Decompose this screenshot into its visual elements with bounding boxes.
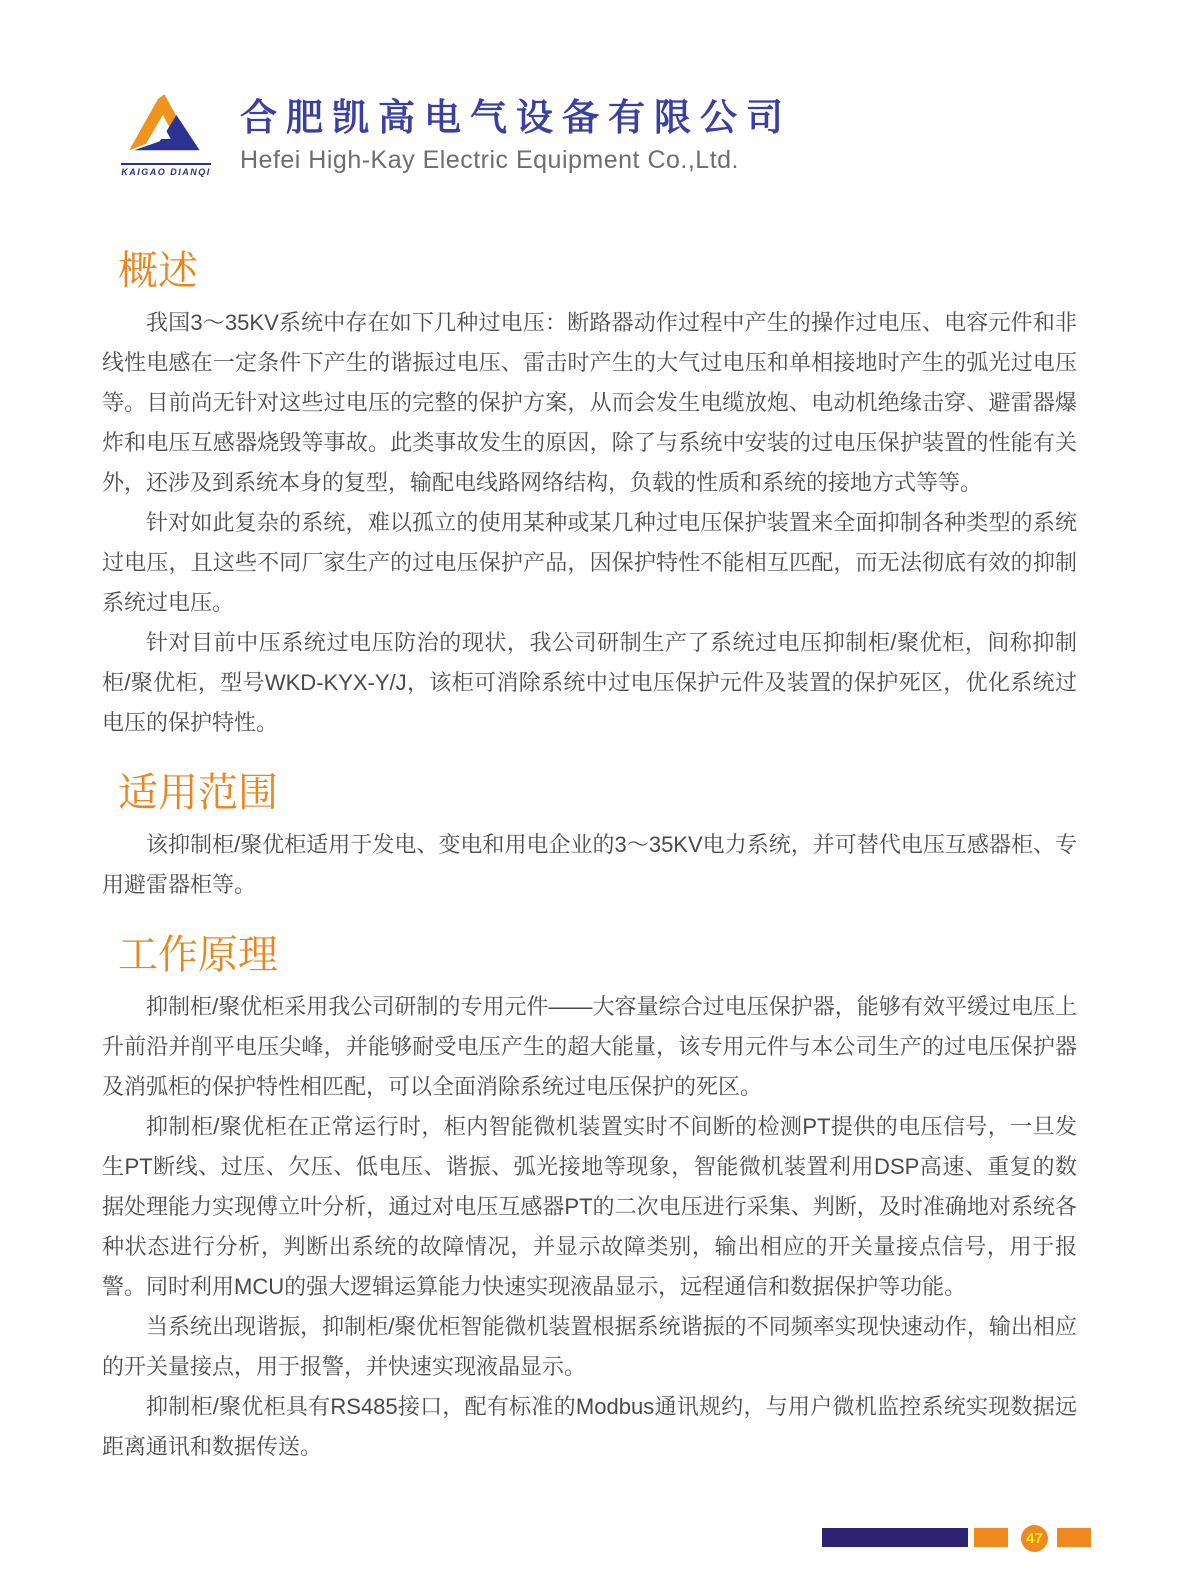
principle-paragraph-1: 抑制柜/聚优柜采用我公司研制的专用元件——大容量综合过电压保护器，能够有效平缓过电压上升前沿并削平电压尖峰，并能够耐受电压产生的超大能量，该专用元件与本公司生产的过电压保护器及消弧柜的保护特性相匹配，可以全面消除系统过电压保护的死区。 [102,994,1077,1099]
footer-orange-block-left [974,1528,1008,1547]
document-content [0,247,1179,1467]
principle-paragraph-3: 当系统出现谐振，抑制柜/聚优柜智能微机装置根据系统谐振的不同频率实现快速动作，输出相应的开关量接点，用于报警，并快速实现液晶显示。 [102,1314,1077,1379]
overview-paragraph-2: 针对如此复杂的系统，难以孤立的使用某种或某几种过电压保护装置来全面抑制各种类型的系统过电压，且这些不同厂家生产的过电压保护产品，因保护特性不能相互匹配，而无法彻底有效的抑制系统过电压。 [102,510,1077,615]
overview-paragraph-1: 我国3～35KV系统中存在如下几种过电压：断路器动作过程中产生的操作过电压、电容元件和非线性电感在一定条件下产生的谐振过电压、雷击时产生的大气过电压和单相接地时产生的弧光过电压等。目前尚无针对这些过电压的完整的保护方案，从而会发生电缆放炮、电动机绝缘击穿、避雷器爆炸和电压互感器烧毁等事故。此类事故发生的原因，除了与系统中安装的过电压保护装置的性能有关外，还涉及到系统本身的复型，输配电线路网络结构，负载的性质和系统的接地方式等等。 [102,310,1077,495]
logo-caption: KAIGAO DIANQI [121,163,211,177]
company-header [0,0,1179,177]
principle-paragraph-2: 抑制柜/聚优柜在正常运行时，柜内智能微机装置实时不间断的检测PT提供的电压信号，一旦发生PT断线、过压、欠压、低电压、谐振、弧光接地等现象，智能微机装置利用DSP高速、重复的数据处理能力实现傅立叶分析，通过对电压互感器PT的二次电压进行采集、判断，及时准确地对系统各种状态进行分析，判断出系统的故障情况，并显示故障类别，输出相应的开关量接点信号，用于报警。同时利用MCU的强大逻辑运算能力快速实现液晶显示，远程通信和数据保护等功能。 [102,1114,1077,1299]
overview-paragraph-3: 针对目前中压系统过电压防治的现状，我公司研制生产了系统过电压抑制柜/聚优柜，间称抑制柜/聚优柜，型号WKD-KYX-Y/J，该柜可消除系统中过电压保护元件及装置的保护死区，优化系统过电压的保护特性。 [102,630,1077,735]
company-name-en: Hefei High-Kay Electric Equipment Co.,Ltd. [240,146,739,174]
footer-orange-block-right [1057,1528,1091,1547]
principle-paragraph-4: 抑制柜/聚优柜具有RS485接口，配有标准的Modbus通讯规约，与用户微机监控系统实现数据远距离通讯和数据传送。 [102,1394,1077,1459]
page-footer [0,1525,1179,1557]
scope-paragraph-1: 该抑制柜/聚优柜适用于发电、变电和用电企业的3～35KV电力系统，并可替代电压互感器柜、专用避雷器柜等。 [102,832,1077,897]
footer-navy-bar [822,1528,968,1547]
company-logo [118,92,214,177]
section-title-scope: 适用范围 [118,771,278,815]
section-title-overview: 概述 [118,249,198,293]
company-names [240,92,792,176]
logo-mark-icon [126,92,206,162]
page-number-badge: 47 [1021,1525,1048,1552]
company-name-cn: 合肥凯高电气设备有限公司 [240,97,792,138]
section-title-principle: 工作原理 [118,933,278,977]
